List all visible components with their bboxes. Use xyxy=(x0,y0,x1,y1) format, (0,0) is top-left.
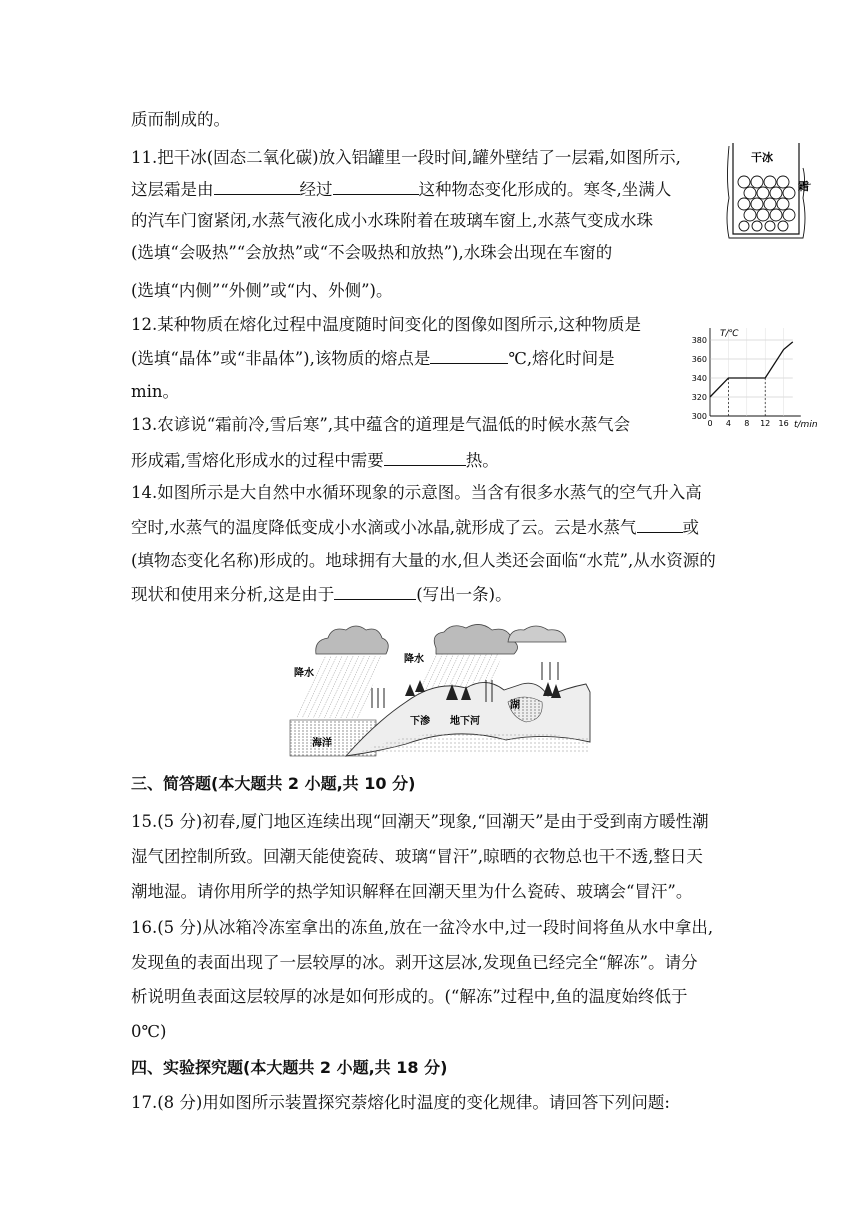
question-16-line: 发现鱼的表面出现了一层较厚的冰。剥开这层冰,发现鱼已经完全“解冻”。请分 xyxy=(131,953,698,972)
text-segment: 这层霜是由 xyxy=(131,180,214,199)
answer-blank xyxy=(334,583,416,600)
graph-x-tick: 16 xyxy=(778,419,789,428)
question-14-line: 14.如图所示是大自然中水循环现象的示意图。当含有很多水蒸气的空气升入高 xyxy=(131,483,702,502)
text-segment: 形成霜,雪熔化形成水的过程中需要 xyxy=(131,451,384,470)
answer-blank xyxy=(384,449,466,466)
question-16-line: 0℃) xyxy=(131,1022,167,1041)
graph-x-tick: 4 xyxy=(725,419,731,428)
question-11-line: 11.把干冰(固态二氧化碳)放入铝罐里一段时间,罐外壁结了一层霜,如图所示, xyxy=(131,148,681,167)
question-15-line: 潮地湿。请你用所学的热学知识解释在回潮天里为什么瓷砖、玻璃会“冒汗”。 xyxy=(131,882,693,901)
rain-left xyxy=(292,656,382,718)
cloud-right xyxy=(508,626,566,642)
melting-curve xyxy=(710,342,793,397)
dry-ice-can-figure xyxy=(716,138,826,248)
text-line: 质而制成的。 xyxy=(131,110,230,129)
answer-blank xyxy=(333,178,419,195)
graph-y-tick: 340 xyxy=(691,374,707,383)
graph-y-tick: 300 xyxy=(691,412,707,421)
graph-y-tick: 360 xyxy=(691,355,707,364)
text-segment: ℃,熔化时间是 xyxy=(508,349,615,368)
seep-label: 下渗 xyxy=(410,716,430,727)
question-14-line xyxy=(131,516,699,539)
rain-label-middle: 降水 xyxy=(404,654,424,665)
question-11-line: (选填“内侧”“外侧”或“内、外侧”)。 xyxy=(131,281,393,300)
question-12-line: 12.某种物质在熔化过程中温度随时间变化的图像如图所示,这种物质是 xyxy=(131,315,641,334)
question-11-line: (选填“会吸热”“会放热”或“不会吸热和放热”),水珠会出现在车窗的 xyxy=(131,243,613,262)
rain-label-left: 降水 xyxy=(294,668,314,679)
question-16-line: 16.(5 分)从冰箱冷冻室拿出的冻鱼,放在一盆冷水中,过一段时间将鱼从水中拿出, xyxy=(131,918,714,937)
frost-label: 霜 xyxy=(798,180,809,193)
underground-river-label: 地下河 xyxy=(450,716,480,727)
text-segment: (写出一条)。 xyxy=(416,585,512,604)
dry-ice-label: 干冰 xyxy=(751,151,773,164)
graph-x-tick: 8 xyxy=(744,419,750,428)
ocean-label: 海洋 xyxy=(312,738,332,749)
text-segment: 现状和使用来分析,这是由于 xyxy=(131,585,335,604)
ice-balls xyxy=(738,176,795,231)
question-14-line xyxy=(131,583,512,606)
question-14-line: (填物态变化名称)形成的。地球拥有大量的水,但人类还会面临“水荒”,从水资源的 xyxy=(131,551,716,570)
answer-blank xyxy=(430,347,508,364)
graph-y-tick: 380 xyxy=(691,336,707,345)
text-segment: 或 xyxy=(682,518,699,537)
question-15-line: 湿气团控制所致。回潮天能使瓷砖、玻璃“冒汗”,晾晒的衣物总也干不透,整日天 xyxy=(131,847,703,866)
melting-graph xyxy=(688,324,826,434)
question-15-line: 15.(5 分)初春,厦门地区连续出现“回潮天”现象,“回潮天”是由于受到南方暖性潮 xyxy=(131,812,709,831)
text-segment: 热。 xyxy=(465,451,499,470)
graph-x-label: t/min xyxy=(794,420,818,430)
question-13-line: 13.农谚说“霜前冷,雪后寒”,其中蕴含的道理是气温低的时候水蒸气会 xyxy=(131,415,631,434)
text-segment: 经过 xyxy=(299,180,333,199)
question-17-line: 17.(8 分)用如图所示装置探究萘熔化时温度的变化规律。请回答下列问题: xyxy=(131,1093,670,1112)
question-12-line: min。 xyxy=(131,382,180,401)
cloud-middle xyxy=(434,624,517,654)
graph-y-tick: 320 xyxy=(691,393,707,402)
answer-blank xyxy=(214,178,300,195)
text-segment: 空时,水蒸气的温度降低变成小水滴或小冰晶,就形成了云。云是水蒸气 xyxy=(131,518,637,537)
graph-y-label: T/℃ xyxy=(720,329,739,339)
lake-label: 湖 xyxy=(510,700,520,711)
question-13-line xyxy=(131,449,499,472)
answer-blank xyxy=(637,516,683,533)
section-heading: 四、实验探究题(本大题共 2 小题,共 18 分) xyxy=(131,1058,448,1077)
question-11-line: 的汽车门窗紧闭,水蒸气液化成小水珠附着在玻璃车窗上,水蒸气变成水珠 xyxy=(131,211,653,230)
graph-x-tick: 0 xyxy=(707,419,713,428)
water-cycle-figure xyxy=(286,622,592,758)
cloud-left xyxy=(316,626,389,654)
graph-x-tick: 12 xyxy=(760,419,771,428)
question-11-line xyxy=(131,178,671,201)
text-segment: (选填“晶体”或“非晶体”),该物质的熔点是 xyxy=(131,349,431,368)
section-heading: 三、简答题(本大题共 2 小题,共 10 分) xyxy=(131,774,416,793)
text-segment: 这种物态变化形成的。寒冬,坐满人 xyxy=(418,180,672,199)
question-16-line: 析说明鱼表面这层较厚的冰是如何形成的。(“解冻”过程中,鱼的温度始终低于 xyxy=(131,987,688,1006)
question-12-line xyxy=(131,347,615,370)
